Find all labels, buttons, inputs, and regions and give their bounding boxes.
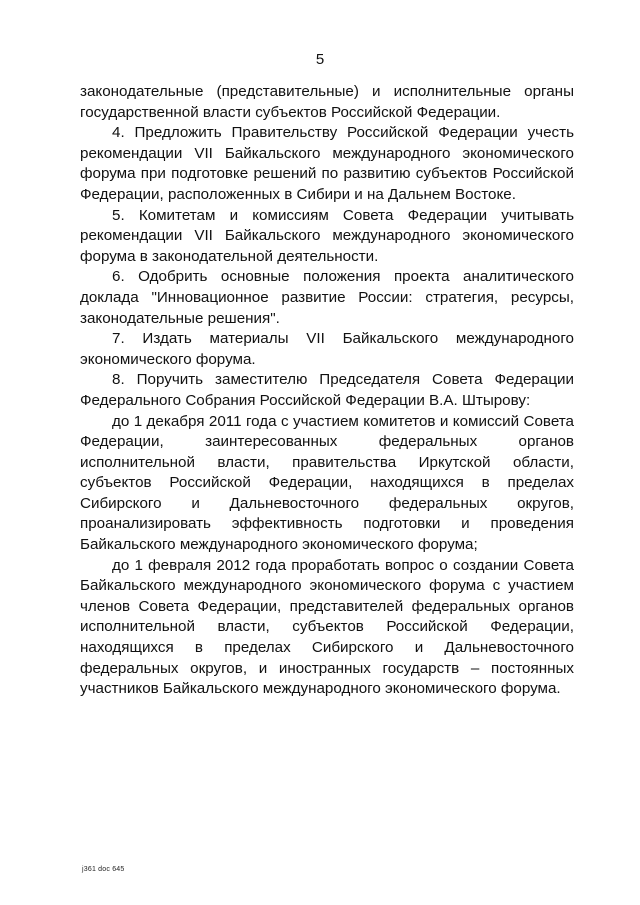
document-body bbox=[80, 82, 574, 700]
paragraph-item-4: 4. Предложить Правительству Российской Федерации учесть рекомендации VII Байкальского международного экономического форума при подготовке решений по развитию субъектов Российской Федерации, расположенных в Сибири и на Дальнем Востоке. bbox=[80, 124, 574, 203]
paragraph-subitem-december: до 1 декабря 2011 года с участием комитетов и комиссий Совета Федерации, заинтересованных федеральных органов исполнительной власти, правительства Иркутской области, субъектов Российской Федерации, находящихся в пределах Сибирского и Дальневосточного федеральных округов, проанализировать эффективность подготовки и проведения Байкальского международного экономического форума; bbox=[80, 412, 574, 554]
paragraph-continuation: законодательные (представительные) и исполнительные органы государственной власти субъектов Российской Федерации. bbox=[80, 83, 574, 121]
page-number: 5 bbox=[315, 51, 325, 68]
footer-stamp: j361 doc 645 bbox=[82, 866, 125, 873]
paragraph-subitem-february: до 1 февраля 2012 года проработать вопрос о создании Совета Байкальского международного экономического форума с участием членов Совета Федерации, представителей федеральных органов исполнительной власти, субъектов Российской Федерации, находящихся в пределах Сибирского и Дальневосточного федеральных округов, и иностранных государств – постоянных участников Байкальского международного экономического форума. bbox=[80, 556, 574, 698]
paragraph-item-6: 6. Одобрить основные положения проекта аналитического доклада "Инновационное развитие России: стратегия, ресурсы, законодательные решения". bbox=[80, 268, 574, 327]
paragraph-item-8: 8. Поручить заместителю Председателя Совета Федерации Федерального Собрания Российской Федерации В.А. Штырову: bbox=[80, 371, 574, 409]
paragraph-item-7: 7. Издать материалы VII Байкальского международного экономического форума. bbox=[80, 330, 574, 368]
paragraph-item-5: 5. Комитетам и комиссиям Совета Федерации учитывать рекомендации VII Байкальского международного экономического форума в законодательной деятельности. bbox=[80, 206, 574, 265]
